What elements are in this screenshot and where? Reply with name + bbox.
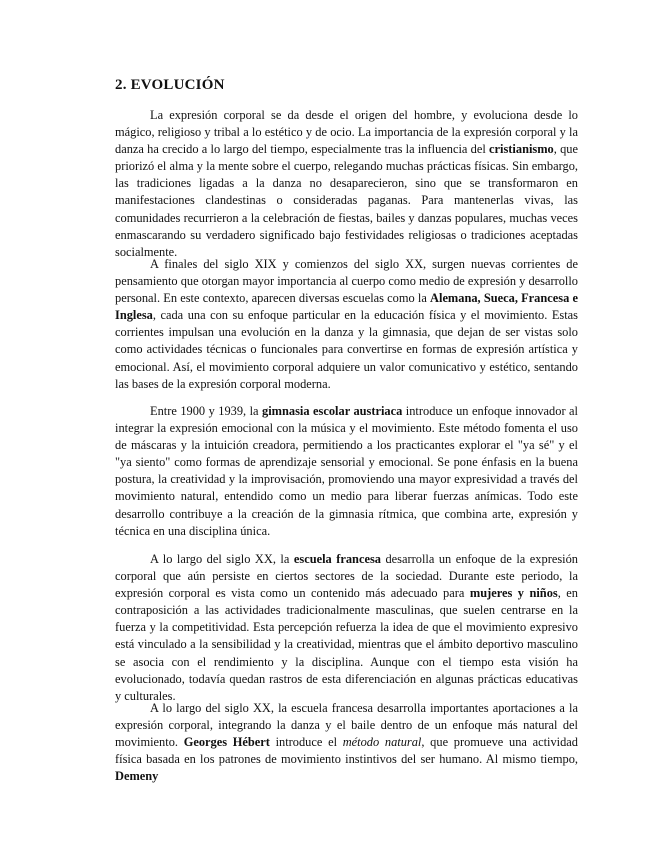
emphasis-italic: método natural: [342, 735, 422, 750]
paragraph-schools: [115, 256, 578, 393]
paragraph-text: introduce un enfoque innovador al integrar la expresión emocional con la música y el movimiento. Este método fomenta el uso de máscaras y la intuición creadora, permitiendo a los practicantes explorar el "ya sé" y el "ya siento" como formas de aprendizaje sensorial y emocional. Se pone énfasis en la buena postura, la creatividad y la improvisación, promoviendo una mayor expresividad a través del movimiento natural, entendido como un medio para liberar fuerzas anímicas. Todo este desarrollo contribuye a la creación de la gimnasia rítmica, que combina arte, expresión y técnica en una disciplina única.: [115, 404, 578, 538]
paragraph-text: , que priorizó el alma y la mente sobre el cuerpo, relegando muchas prácticas físicas. Sin embargo, las tradiciones ligadas a la danza no desaparecieron, sino que se transformaron en manifestaciones clandestinas o consideradas paganas. Para mantenerlas vivas, las comunidades recurrieron a la celebración de fiestas, bailes y danzas populares, muchas veces enmascarando su verdadero significado bajo festividades religiosas o tradiciones aceptadas socialmente.: [115, 142, 578, 259]
emphasis-bold: gimnasia escolar austriaca: [262, 404, 403, 418]
emphasis-bold: Georges Hébert: [183, 735, 270, 750]
paragraph-text: introduce el: [269, 735, 343, 750]
emphasis-bold: Demeny: [115, 769, 159, 784]
paragraph-text: A finales del siglo XIX y comienzos del siglo XX, surgen nuevas corrientes de pensamiento que otorgan mayor importancia al cuerpo como medio de expresión y desarrollo personal. En este contexto, aparecen diversas escuelas como la: [115, 257, 578, 306]
paragraph-text: Entre 1900 y 1939, la: [150, 404, 263, 418]
paragraph-text: , en contraposición a las actividades tradicionalmente masculinas, que suelen centrarse en la fuerza y la competitividad. Esta percepción refuerza la idea de que el movimiento expresivo está vinculado a la sensibilidad y la creatividad, mientras que el ámbito deportivo masculino se asocia con el rendimiento y la disciplina. Aunque con el tiempo esta visión ha evolucionado, todavía quedan rastros de esta diferenciación en algunas prácticas educativas y culturales.: [115, 586, 578, 703]
emphasis-bold: mujeres y niños: [469, 586, 558, 601]
paragraph-text: La expresión corporal se da desde el origen del hombre, y evoluciona desde lo mágico, religioso y tribal a lo estético y de ocio. La importancia de la expresión corporal y la danza ha crecido a lo largo del tiempo, especialmente tras la influencia del: [115, 108, 578, 157]
paragraph-text: , cada una con su enfoque particular en la educación física y el movimiento. Estas corrientes impulsan una evolución en la danza y la gimnasia, que dejan de ser vistas solo como actividades técnicas o funcionales para convertirse en formas de expresión artística y emocional. Así, el movimiento corporal adquiere un valor comunicativo y estético, sentando las bases de la expresión corporal moderna.: [115, 308, 578, 391]
paragraph-austrian-gymnastics: [115, 403, 578, 540]
paragraph-text: , que promueve una actividad física basada en los patrones de movimiento instintivos del ser humano. Al mismo tiempo,: [115, 735, 579, 767]
paragraph-french-school: [115, 551, 578, 705]
emphasis-bold: escuela francesa: [293, 552, 381, 566]
section-heading: 2. EVOLUCIÓN: [115, 77, 225, 93]
emphasis-bold: cristianismo: [489, 142, 554, 157]
paragraph-origins: [115, 107, 578, 261]
paragraph-text: A lo largo del siglo XX, la: [150, 552, 294, 566]
paragraph-text: desarrolla un enfoque de la expresión corporal que aún persiste en ciertos sectores de la sociedad. Durante este periodo, la expresión corporal es vista como un contenido más adecuado para: [115, 552, 578, 601]
emphasis-bold: Alemana, Sueca, Francesa e Inglesa: [115, 291, 578, 323]
paragraph-french-contributions: [115, 700, 578, 785]
paragraph-text: A lo largo del siglo XX, la escuela francesa desarrolla importantes aportaciones a la expresión corporal, integrando la danza y el baile dentro de un enfoque más natural del movimiento.: [115, 701, 578, 750]
